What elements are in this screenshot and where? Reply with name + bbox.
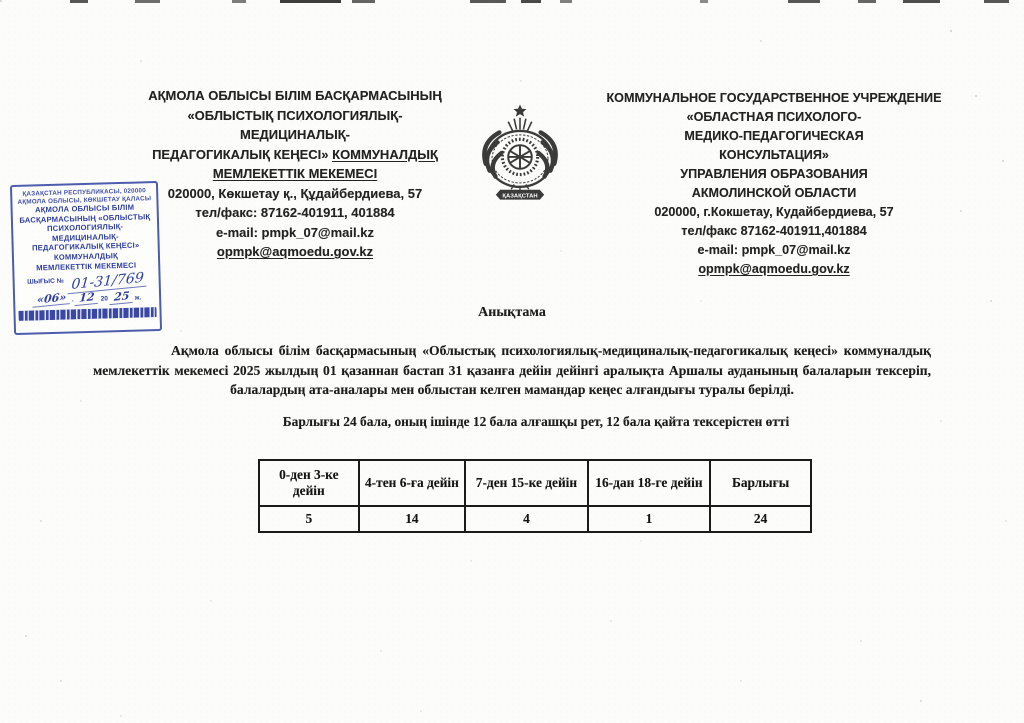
org-email-line-underlined: opmpk@aqmoedu.gov.kz	[698, 262, 850, 276]
org-name-line: АҚМОЛА ОБЛЫСЫ БІЛІМ БАСҚАРМАСЫНЫҢ	[148, 88, 442, 103]
stamp-text-line: ПСИХОЛОГИЯЛЫҚ-	[46, 222, 124, 234]
stamp-date-separator: .	[71, 296, 74, 304]
table-value-cell-16-18: 1	[588, 506, 710, 532]
table-header-cell-4-6: 4-тен 6-ға дейін	[359, 460, 466, 506]
org-name-line: МЕДИЦИНАЛЫҚ-	[240, 127, 350, 142]
stamp-text-line: КОММУНАЛДЫҚ	[53, 251, 119, 262]
org-name-line-underlined: МЕМЛЕКЕТТІК МЕКЕМЕСІ	[212, 166, 378, 181]
org-name-line: КОНСУЛЬТАЦИЯ»	[719, 148, 829, 162]
letterhead-kazakh	[128, 86, 462, 262]
stamp-text-line: АҚМОЛА ОБЛЫСЫ БІЛІМ	[34, 202, 135, 215]
stamp-date-century: 20	[100, 295, 109, 303]
stamp-outgoing-label: ШЫҒЫС №	[27, 277, 64, 286]
stamp-date-month-handwritten: 12	[75, 290, 100, 306]
emblem-star	[514, 104, 527, 116]
stamp-text-line: МЕМЛЕКЕТТІК МЕКЕМЕСІ	[36, 260, 137, 272]
org-phone-line: тел/факс: 87162-401911, 401884	[195, 205, 395, 220]
table-value-cell-4-6: 14	[359, 506, 466, 532]
org-email-line-underlined: opmpk@aqmoedu.gov.kz	[216, 244, 374, 259]
table-value-cell-7-15: 4	[465, 506, 587, 532]
table-header-row	[259, 460, 811, 506]
org-name-line: «ОБЛАСТНАЯ ПСИХОЛОГО-	[686, 110, 862, 124]
emblem-shanyrak	[508, 145, 532, 169]
table-value-cell-total: 24	[710, 506, 811, 532]
org-name-line: АКМОЛИНСКОЙ ОБЛАСТИ	[691, 186, 857, 200]
stamp-outgoing-number-handwritten: 01-31/769	[67, 270, 147, 295]
org-name-line: МЕДИКО-ПЕДАГОГИЧЕСКАЯ	[684, 129, 864, 143]
table-header-cell-16-18: 16-дан 18-ге дейін	[588, 460, 710, 506]
org-address-line: 020000, Көкшетау қ., Құдайбердиева, 57	[167, 185, 423, 201]
org-phone-line: тел/факс 87162-401911,401884	[681, 224, 867, 238]
org-address-line: 020000, г.Кокшетау, Кудайбердиева, 57	[654, 205, 894, 219]
stamp-date-year-handwritten: 25	[109, 289, 134, 305]
table-header-cell-7-15: 7-ден 15-ке дейін	[465, 460, 587, 506]
document-body-paragraph: Ақмола облысы білім басқармасының «Облыстық психологиялық-медициналық-педагогикалық кеңесі» коммуналдық мемлекеттік мекемесі 2025 жылдың 01 қазаннан бастап 31 қазанға дейін дейінгі аралықта Аршалы ауданының балаларын тексеріп, балалардың ата-аналары мен облыстан келген мамандар кеңес алғандығы туралы берілді.	[93, 343, 931, 398]
document-title: Анықтама	[478, 305, 546, 320]
org-name-line: «ОБЛЫСТЫҚ ПСИХОЛОГИЯЛЫҚ-	[187, 107, 403, 123]
table-value-cell-0-3: 5	[259, 506, 359, 532]
table-value-row	[259, 506, 811, 532]
kazakhstan-state-emblem-icon	[461, 103, 579, 205]
table-header-cell-total: Барлығы	[710, 460, 811, 506]
emblem-rays	[508, 118, 532, 131]
letterhead-russian	[594, 89, 954, 279]
stamp-date-day-handwritten: «06»	[32, 290, 70, 308]
scan-artifact-top-edge	[0, 0, 1024, 3]
age-distribution-table	[258, 459, 812, 533]
stamp-text-line: ПЕДАГОГИКАЛЫҚ КЕҢЕСІ»	[31, 240, 140, 253]
stamp-text-line: МЕДИЦИНАЛЫҚ-	[51, 231, 119, 243]
table-header-cell-0-3: 0-ден 3-ке дейін	[259, 460, 359, 506]
org-name-line: УПРАВЛЕНИЯ ОБРАЗОВАНИЯ	[680, 167, 868, 181]
org-name-line: КОММУНАЛЬНОЕ ГОСУДАРСТВЕННОЕ УЧРЕЖДЕНИЕ	[606, 91, 942, 105]
stamp-text-line: БАСҚАРМАСЫНЫҢ «ОБЛЫСТЫҚ	[19, 211, 151, 225]
org-name-segment: ПЕДАГОГИКАЛЫҚ КЕҢЕСІ»	[152, 146, 333, 162]
emblem-banner-text: ҚАЗАҚСТАН	[502, 193, 538, 200]
stamp-text-line: АҚМОЛА ОБЛЫСЫ, КӨКШЕТАУ ҚАЛАСЫ	[17, 194, 152, 206]
stamp-text-line: ҚАЗАҚСТАН РЕСПУБЛИКАСЫ, 020000	[22, 187, 147, 198]
org-email-line: e-mail: pmpk_07@mail.kz	[697, 243, 851, 257]
document-summary-line: Барлығы 24 бала, оның ішінде 12 бала алғашқы рет, 12 бала қайта тексерістен өтті	[282, 414, 790, 429]
stamp-date-suffix: ж.	[134, 294, 142, 302]
org-email-line: e-mail: pmpk_07@mail.kz	[216, 224, 374, 240]
org-name-segment-underlined: КОММУНАЛДЫҚ	[332, 146, 438, 162]
org-name-line	[128, 145, 462, 165]
